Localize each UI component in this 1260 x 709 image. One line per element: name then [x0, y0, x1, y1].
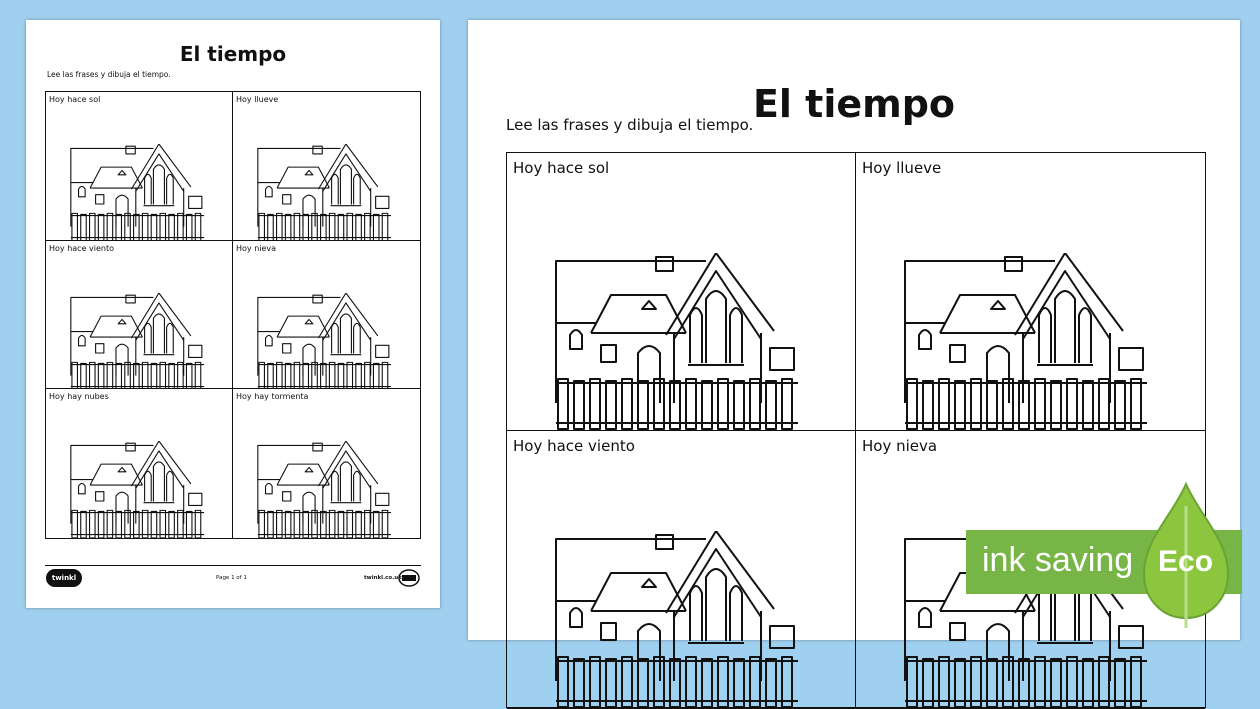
drawing-cell — [856, 153, 1205, 431]
drawing-cell — [233, 241, 420, 390]
publisher-badge-icon — [398, 568, 420, 588]
worksheet-thumbnail[interactable] — [26, 20, 440, 608]
drawing-cell — [46, 389, 233, 538]
school-house-illustration — [257, 441, 393, 538]
cell-label: Hoy nieva — [236, 243, 277, 253]
school-house-illustration — [257, 293, 393, 390]
school-house-illustration — [257, 144, 393, 241]
drawing-cell — [233, 389, 420, 538]
drawing-cell — [233, 92, 420, 241]
page-number: Page 1 of 1 — [216, 575, 247, 581]
school-house-illustration — [70, 293, 206, 390]
drawing-cell — [46, 92, 233, 241]
twinkl-logo: twinkl — [46, 569, 82, 587]
cell-label: Hoy llueve — [862, 159, 942, 177]
cell-label: Hoy hace viento — [513, 437, 635, 455]
cell-label: Hoy hace sol — [49, 95, 101, 104]
eco-label: Eco — [1158, 545, 1214, 578]
worksheet-title: El tiempo — [179, 42, 287, 66]
worksheet-instruction: Lee las frases y dibuja el tiempo. — [47, 70, 171, 79]
website-url: twinkl.co.uk — [364, 575, 402, 581]
cell-label: Hoy llueve — [236, 95, 279, 104]
school-house-illustration — [70, 144, 206, 241]
drawing-grid — [45, 91, 421, 539]
cell-label: Hoy nieva — [862, 437, 938, 455]
school-house-illustration — [70, 441, 206, 538]
ink-saving-label: ink saving — [982, 541, 1134, 579]
drawing-cell — [46, 241, 233, 390]
cell-label: Hoy hay nubes — [49, 392, 109, 402]
school-house-illustration — [898, 253, 1156, 431]
cell-label: Hoy hace viento — [49, 243, 115, 253]
worksheet-title: El tiempo — [752, 82, 956, 126]
drawing-cell — [507, 431, 856, 709]
footer-divider — [45, 565, 421, 566]
drawing-cell — [507, 153, 856, 431]
cell-label: Hoy hay tormenta — [236, 392, 309, 402]
school-house-illustration — [549, 531, 807, 709]
ink-saving-eco-badge — [966, 482, 1242, 630]
cell-label: Hoy hace sol — [513, 159, 610, 177]
worksheet-instruction: Lee las frases y dibuja el tiempo. — [506, 116, 754, 134]
school-house-illustration — [549, 253, 807, 431]
